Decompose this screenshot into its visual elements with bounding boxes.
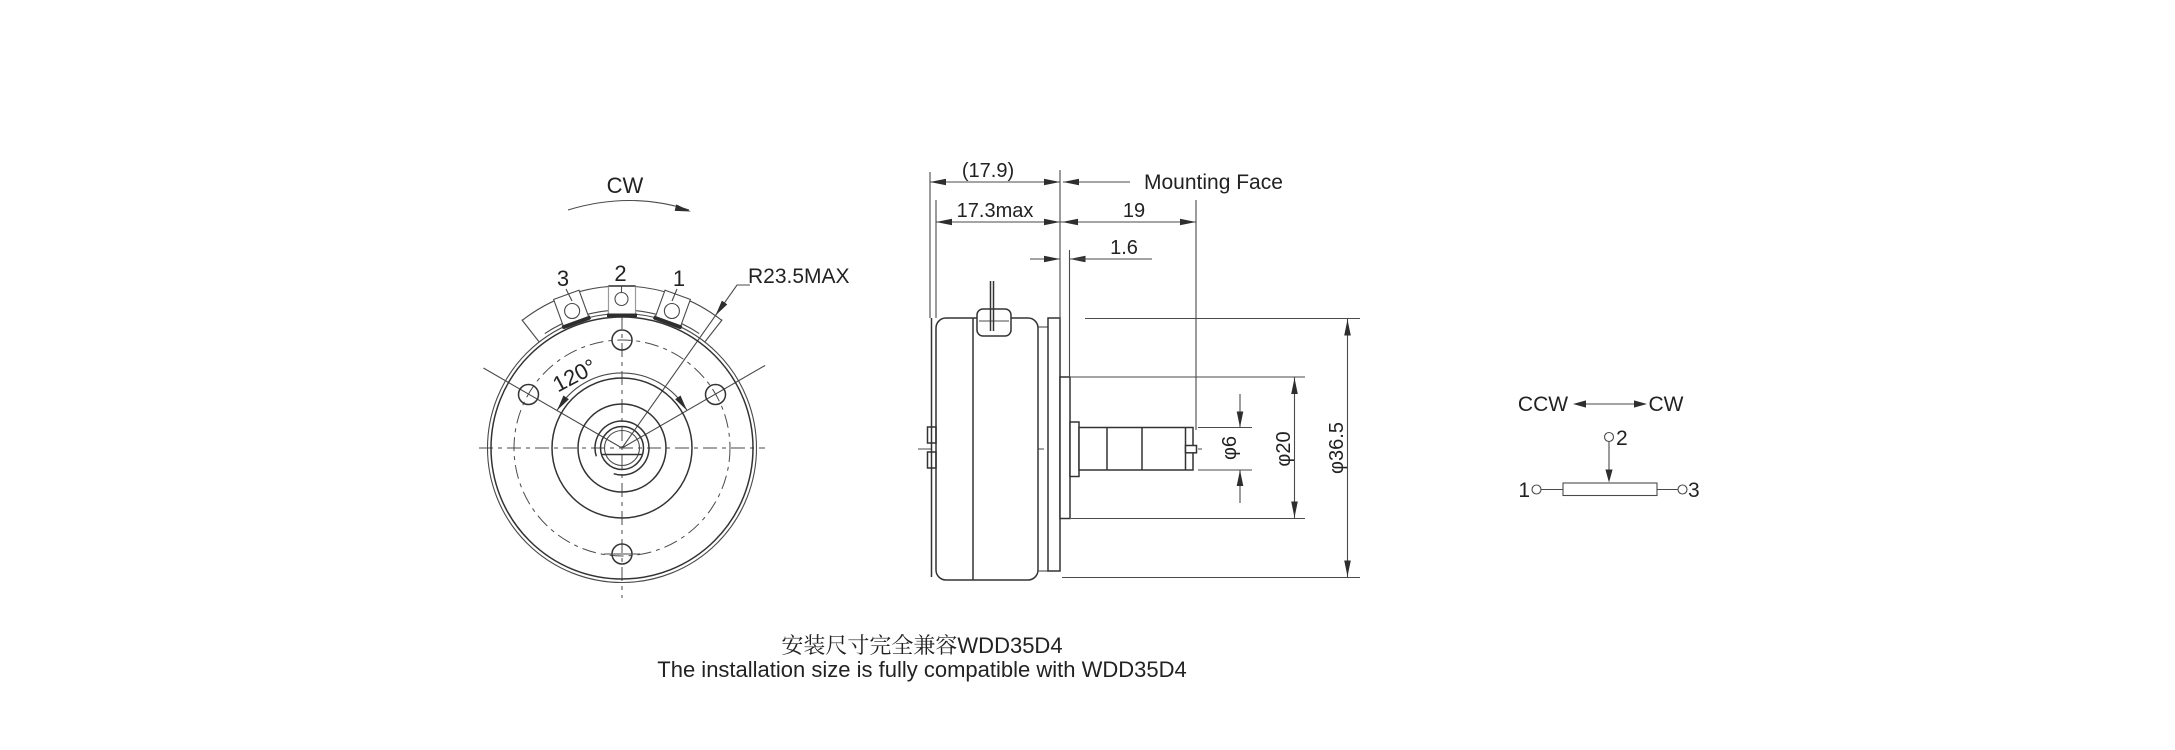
terminal-1-label: 1 (672, 266, 686, 291)
cw-label: CW (1648, 393, 1684, 416)
dim-arrow-icon (930, 179, 946, 186)
ccw-label: CCW (1517, 393, 1569, 416)
wiper-terminal-circle (1605, 433, 1614, 442)
dim-depth-ref (930, 160, 1060, 185)
cw-rotation-arc (568, 201, 689, 211)
dim-arrow-icon (1062, 219, 1078, 226)
dim-arrow-icon (1291, 502, 1298, 518)
dim-arrow-icon (1291, 378, 1298, 394)
terminal-1-circle (1532, 485, 1541, 494)
dim-arrow-icon (1044, 219, 1060, 226)
terminal-3-hole (565, 304, 580, 319)
shaft-slot-end (1186, 446, 1197, 453)
body-outline (936, 318, 1038, 580)
radial-line-right (622, 366, 765, 449)
terminal-1-hole (664, 304, 679, 319)
band-end-left (522, 320, 540, 342)
schematic-view (1518, 393, 1700, 502)
terminal-3-circle (1678, 485, 1687, 494)
dim-depth-max (936, 200, 1060, 225)
dim-depth-ref-text: (17.9) (961, 160, 1015, 182)
terminal-2-label: 2 (614, 261, 627, 286)
caption (657, 633, 1186, 682)
dim-pilot-length-text: 1.6 (1110, 237, 1138, 259)
dim-pilot-length (1030, 237, 1152, 262)
terminal-2-hole (615, 293, 628, 306)
wiper-arrow-icon (1605, 470, 1612, 483)
terminal-3-label: 3 (556, 266, 570, 291)
resistor-body (1563, 483, 1657, 496)
dim-shaft-length (1060, 200, 1196, 225)
terminal-2-label: 2 (1616, 427, 1628, 450)
terminal-3-label: 3 (1688, 479, 1700, 502)
radius-label: R23.5MAX (748, 265, 850, 288)
dim-arrow-icon (936, 219, 952, 226)
dim-shaft-length-text: 19 (1122, 200, 1146, 222)
leader-arrow-icon (1063, 179, 1079, 186)
cw-arrow-icon (675, 204, 692, 214)
pilot-boss (1060, 377, 1070, 519)
dim-arrow-icon (1180, 219, 1196, 226)
terminal-1-label: 1 (1518, 479, 1530, 502)
caption-line-zh: 安装尺寸完全兼容WDD35D4 (781, 633, 1063, 658)
shaft (1079, 428, 1197, 471)
dim-arrow-icon (1044, 256, 1060, 263)
dim-arrow-icon (1237, 470, 1244, 486)
mounting-face-text: Mounting Face (1144, 171, 1283, 194)
front-view (479, 173, 850, 598)
shaft-collar (1070, 422, 1079, 477)
ccw-arrow-icon (1573, 400, 1586, 407)
cw-label: CW (606, 173, 644, 198)
dim-pilot-dia-text: φ20 (1273, 431, 1295, 467)
dim-shaft-dia (1198, 394, 1252, 503)
anti-rotation-pin (977, 281, 1011, 336)
angle-label: 120° (548, 353, 601, 398)
caption-line-en: The installation size is fully compatible with WDD35D4 (657, 657, 1187, 682)
dim-arrow-icon (1044, 179, 1060, 186)
dim-arrow-icon (1237, 412, 1244, 428)
dim-arrow-icon (1344, 561, 1351, 577)
dim-body-dia-text: φ36.5 (1326, 422, 1348, 474)
mounting-face-callout (1063, 171, 1283, 194)
flange-plate (1048, 318, 1060, 571)
dim-arrow-icon (1344, 320, 1351, 336)
band-end-right (705, 320, 723, 342)
dim-depth-max-text: 17.3max (956, 200, 1034, 222)
side-view (918, 160, 1360, 580)
dim-shaft-dia-text: φ6 (1219, 435, 1241, 461)
cw-arrow-icon (1634, 400, 1647, 407)
